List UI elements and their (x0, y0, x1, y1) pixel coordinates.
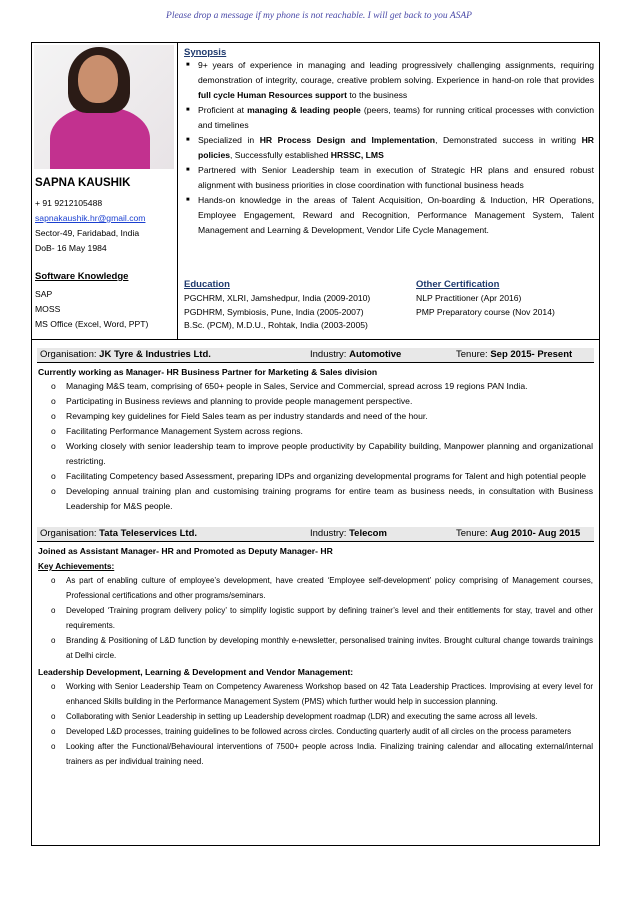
responsibility-text: Developed L&D processes, training guidelines to be followed across circles. Conducting quarterly audit of all circles on the process parameters (66, 727, 572, 736)
education-heading: Education (184, 279, 230, 290)
synopsis-text: 9+ years of experience in managing and leading progressively challenging assignments, requiring demonstration of integrity, courage, creative problem solving. Experience in hand-on role that provides full cycle Human Resources support to the business (198, 60, 594, 100)
role-title: Currently working as Manager- HR Business Partner for Marketing & Sales division (38, 367, 378, 377)
synopsis-emphasis: HRSSC, LMS (330, 150, 384, 160)
tenure-field: Tenure: Sep 2015- Present (456, 349, 573, 360)
synopsis-section (184, 47, 594, 238)
phone-number: + 91 9212105488 (35, 198, 103, 208)
synopsis-item (184, 103, 594, 133)
responsibility-item (38, 739, 593, 769)
synopsis-text: Specialized in HR Process Design and Implementation, Demonstrated success in writing HR policies, Successfully established HRSSC, LMS (198, 135, 595, 160)
circle-bullet-icon: o (51, 381, 56, 391)
synopsis-emphasis: HR Process Design and Implementation (259, 135, 436, 145)
responsibility-item (38, 394, 593, 409)
circle-bullet-icon: o (51, 441, 56, 451)
responsibility-text: Collaborating with Senior Leadership in setting up Leadership development roadmap (LDR) and executing the same across all levels. (66, 712, 538, 721)
synopsis-item (184, 133, 594, 163)
responsibility-item (38, 409, 593, 424)
profile-photo (34, 45, 174, 169)
synopsis-list (184, 58, 594, 238)
synopsis-emphasis: full cycle Human Resources support (198, 90, 347, 100)
responsibility-text: Developed ‘Training program delivery policy’ to simplify logistic support by defining trainer’s level and their entitlements for stay, travel and other requirements. (66, 606, 593, 630)
organisation-name: JK Tyre & Industries Ltd. (99, 349, 211, 360)
organisation-name: Tata Teleservices Ltd. (99, 528, 198, 539)
responsibility-item (38, 603, 593, 633)
synopsis-text: Partnered with Senior Leadership team in execution of Strategic HR plans and ensured robust alignment with business priorities in close coordination with functional business heads (198, 165, 594, 190)
industry-field: Industry: Telecom (310, 528, 387, 539)
photo-face-shape (78, 55, 118, 103)
organisation-field: Organisation: Tata Teleservices Ltd. (40, 528, 198, 539)
certification-item: PMP Preparatory course (Nov 2014) (416, 306, 555, 317)
software-heading: Software Knowledge (35, 271, 129, 282)
candidate-name: SAPNA KAUSHIK (35, 177, 131, 189)
industry-name: Telecom (349, 528, 387, 539)
education-item: PGCHRM, XLRI, Jamshedpur, India (2009-2010) (184, 293, 371, 303)
square-bullet-icon: ■ (186, 137, 190, 143)
responsibility-list (38, 379, 593, 514)
circle-bullet-icon: o (51, 712, 56, 721)
tenure-value: Sep 2015- Present (490, 349, 573, 360)
responsibility-text: Developing annual training plan and customising training programs for entire team as business needs, in consultation with Business Leadership for M&S people. (66, 486, 593, 511)
square-bullet-icon: ■ (186, 167, 190, 173)
education-list (184, 292, 414, 333)
responsibility-item (38, 439, 593, 469)
software-list (35, 287, 148, 332)
education-item: B.Sc. (PCM), M.D.U., Rohtak, India (2003-2005) (184, 320, 368, 330)
responsibility-list (38, 573, 593, 663)
achievements-heading: Key Achievements: (38, 561, 115, 571)
contact-banner: Please drop a message if my phone is not reachable. I will get back to you ASAP (166, 11, 472, 21)
certification-heading: Other Certification (416, 279, 500, 290)
profile-column (32, 43, 178, 339)
certification-item: NLP Practitioner (Apr 2016) (416, 293, 522, 303)
circle-bullet-icon: o (51, 606, 56, 615)
circle-bullet-icon: o (51, 486, 56, 496)
synopsis-text: Hands-on knowledge in the areas of Talent Acquisition, On-boarding & Induction, HR Operations, Employee Engagement, Reward and Recognition, Performance Management System, Talent Management and Learning & Development, Vendor Life Cycle Management. (198, 195, 594, 235)
responsibility-item (38, 424, 593, 439)
organisation-bar (37, 527, 594, 542)
circle-bullet-icon: o (51, 471, 56, 481)
synopsis-emphasis: managing & leading people (247, 105, 361, 115)
date-of-birth: DoB- 16 May 1984 (35, 243, 107, 253)
synopsis-text: Proficient at managing & leading people (peers, teams) for running critical processes with conviction and timelines (198, 105, 595, 130)
synopsis-item (184, 163, 594, 193)
email-link[interactable]: sapnakaushik.hr@gmail.com (35, 213, 146, 223)
education-item: PGDHRM, Symbiosis, Pune, India (2005-2007) (184, 306, 364, 317)
responsibility-text: Participating in Business reviews and planning to provide people management perspective. (66, 396, 413, 406)
resume-frame (31, 42, 600, 846)
responsibility-text: Facilitating Performance Management System across regions. (66, 426, 303, 436)
responsibility-text: Revamping key guidelines for Field Sales team as per industry standards and need of the hour. (66, 411, 428, 421)
education-section (184, 279, 414, 333)
responsibility-text: Working with Senior Leadership Team on Competency Awareness Workshop based on 42 Tata Leadership Practices. Improvising at every level for enhanced Skills building in the Performance Management System (PMS) which further would help in succession planning. (66, 682, 593, 706)
synopsis-heading: Synopsis (184, 47, 227, 58)
square-bullet-icon: ■ (186, 107, 190, 113)
circle-bullet-icon: o (51, 636, 56, 645)
responsibility-text: Facilitating Competency based Assessment, preparing IDPs and organizing developmental programs for Talent and high potential people (66, 471, 587, 481)
circle-bullet-icon: o (51, 411, 56, 421)
tenure-value: Aug 2010- Aug 2015 (490, 528, 581, 539)
top-section (32, 43, 599, 340)
responsibility-item (38, 469, 593, 484)
software-item: SAP (35, 289, 53, 299)
software-item: MOSS (35, 304, 61, 314)
experience-section (32, 340, 599, 769)
circle-bullet-icon: o (51, 396, 56, 406)
tenure-field: Tenure: Aug 2010- Aug 2015 (456, 528, 581, 539)
industry-name: Automotive (349, 349, 402, 360)
square-bullet-icon: ■ (186, 62, 190, 68)
responsibility-text: Managing M&S team, comprising of 650+ people in Sales, Service and Commercial, spread across 19 regions PAN India. (66, 381, 528, 391)
contact-details (35, 196, 145, 256)
circle-bullet-icon: o (51, 742, 56, 751)
circle-bullet-icon: o (51, 727, 56, 736)
circle-bullet-icon: o (51, 426, 56, 436)
organisation-bar (37, 348, 594, 363)
responsibility-item (38, 709, 593, 724)
photo-body-shape (50, 107, 150, 169)
circle-bullet-icon: o (51, 576, 56, 585)
circle-bullet-icon: o (51, 682, 56, 691)
industry-field: Industry: Automotive (310, 349, 402, 360)
responsibility-item (38, 484, 593, 514)
synopsis-item (184, 193, 594, 238)
responsibility-text: Branding & Positioning of L&D function by developing monthly e-newsletter, personalised training invites. Brought cultural change towards trainings at Delhi circle. (66, 636, 593, 660)
responsibility-text: Working closely with senior leadership team to improve people productivity by Capability building, Manpower planning and organizational restricting. (66, 441, 593, 466)
responsibility-item (38, 573, 593, 603)
responsibility-list (38, 679, 593, 769)
organisation-field: Organisation: JK Tyre & Industries Ltd. (40, 349, 211, 360)
certification-list (416, 292, 596, 319)
responsibility-item (38, 379, 593, 394)
synopsis-item (184, 58, 594, 103)
subsection-heading: Leadership Development, Learning & Development and Vendor Management: (38, 667, 354, 677)
responsibility-text: As part of enabling culture of employee’s development, have created ‘Employee self-development’ policy comprising of Management courses, Professional certifications and other programs/seminars. (66, 576, 593, 600)
role-title: Joined as Assistant Manager- HR and Promoted as Deputy Manager- HR (38, 546, 333, 556)
certification-section (416, 279, 596, 319)
responsibility-text: Looking after the Functional/Behavioural interventions of 7500+ people across India. Finalizing training calendar and allocating external/internal trainers as per individual training need. (66, 742, 593, 766)
square-bullet-icon: ■ (186, 197, 190, 203)
address: Sector-49, Faridabad, India (35, 228, 140, 238)
software-item: MS Office (Excel, Word, PPT) (35, 319, 149, 329)
responsibility-item (38, 679, 593, 709)
responsibility-item (38, 724, 593, 739)
synopsis-emphasis: HR policies (198, 135, 595, 160)
responsibility-item (38, 633, 593, 663)
